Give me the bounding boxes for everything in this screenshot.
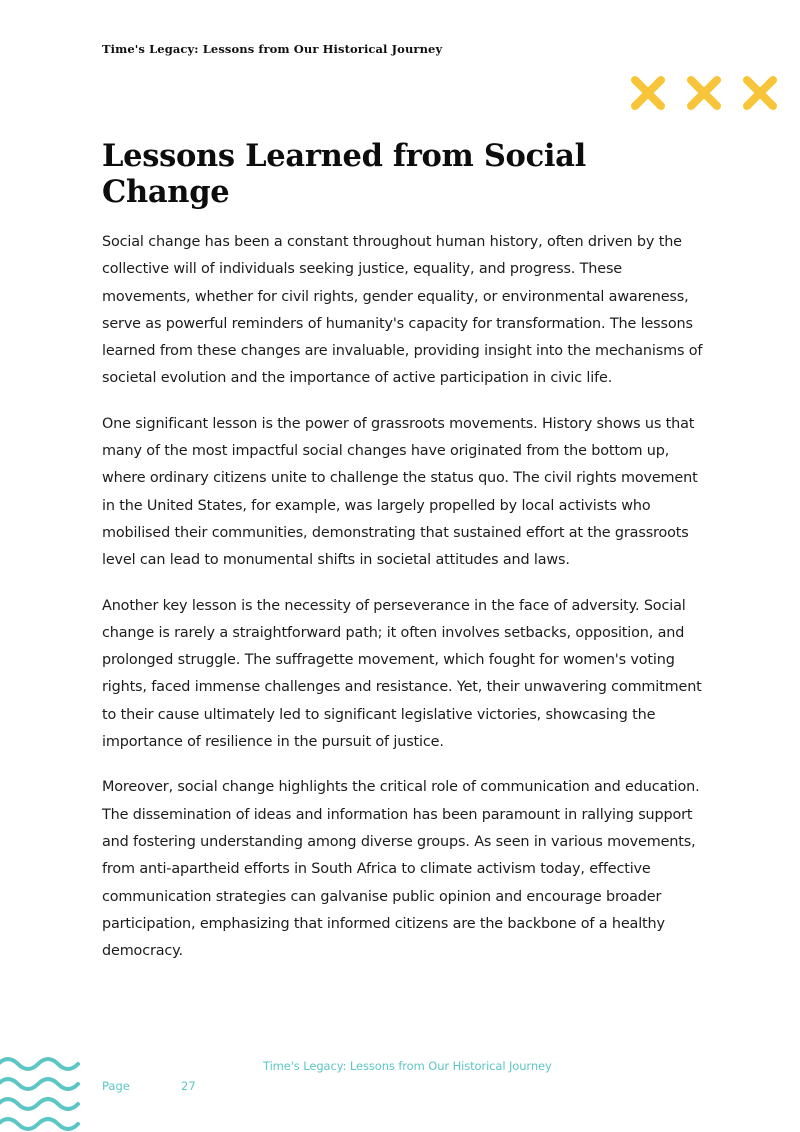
paragraph: Social change has been a constant throughout human history, often driven by the collective will of individuals seeking justice, equality, and progress. These movements, whether for civil rights, gender equality, or environmental awareness, serve as powerful reminders of humanity's capacity for transformation. The lessons learned from these changes are invaluable, providing insight into the mechanisms of societal evolution and the importance of active participation in civic life. — [102, 234, 703, 387]
footer-page-label: Page — [102, 1079, 130, 1093]
cross-icon — [747, 80, 773, 106]
cross-icon — [691, 80, 717, 106]
paragraph: Moreover, social change highlights the critical role of communication and education. The dissemination of ideas and information has been paramount in rallying support and fostering understanding among diverse groups. As seen in various movements, from anti-apartheid efforts in South Africa to climate activism today, effective communication strategies can galvanise public opinion and encourage broader participation, emphasizing that informed citizens are the backbone of a healthy democracy. — [102, 779, 700, 960]
footer-title: Time's Legacy: Lessons from Our Historical Journey — [263, 1059, 552, 1073]
page-title: Lessons Learned from Social Change — [102, 138, 586, 210]
running-header: Time's Legacy: Lessons from Our Historical Journey — [102, 42, 443, 56]
article-body — [102, 229, 712, 983]
decorative-waves — [0, 1052, 84, 1132]
paragraph: Another key lesson is the necessity of perseverance in the face of adversity. Social change is rarely a straightforward path; it often involves setbacks, opposition, and prolonged struggle. The suffragette movement, which fought for women's voting rights, faced immense challenges and resistance. Yet, their unwavering commitment to their cause ultimately led to significant legislative victories, showcasing the importance of resilience in the pursuit of justice. — [102, 597, 702, 751]
paragraph: One significant lesson is the power of grassroots movements. History shows us that many of the most impactful social changes have originated from the bottom up, where ordinary citizens unite to challenge the status quo. The civil rights movement in the United States, for example, was largely propelled by local activists who mobilised their communities, demonstrating that sustained effort at the grassroots level can lead to monumental shifts in societal attitudes and laws. — [102, 415, 698, 569]
wave-icon — [0, 1119, 78, 1129]
wave-icon — [0, 1059, 78, 1069]
cross-icon — [635, 80, 661, 106]
decorative-crosses — [630, 74, 780, 112]
page-number: 27 — [181, 1079, 196, 1093]
wave-icon — [0, 1099, 78, 1109]
wave-icon — [0, 1079, 78, 1089]
